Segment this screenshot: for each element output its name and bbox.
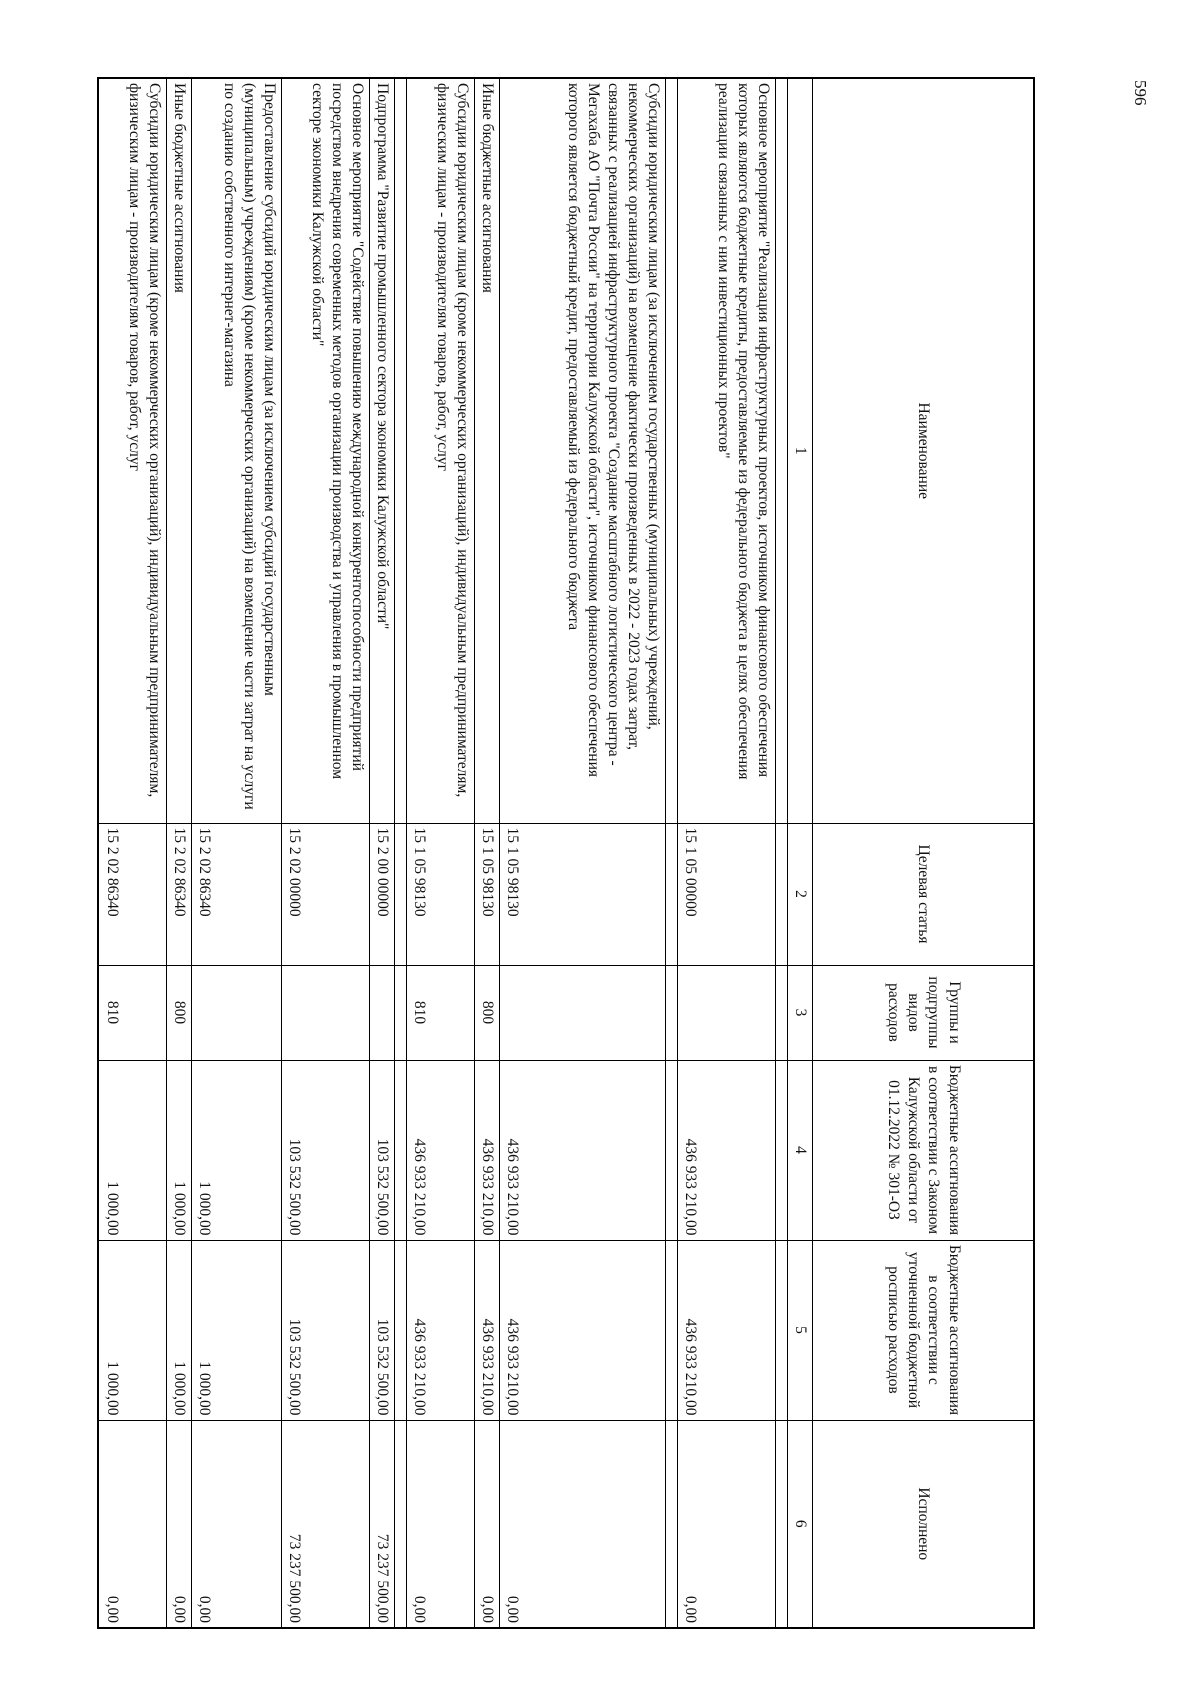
row-target-article: 15 1 05 98130 [407, 823, 475, 965]
row-executed-amount: 0,00 [500, 1420, 666, 1628]
column-number: 1 [788, 78, 813, 823]
header-target-article: Целевая статья [813, 823, 1034, 965]
table-header-row [813, 78, 1034, 1628]
row-executed-amount: 0,00 [678, 1420, 776, 1628]
row-law-amount: 1 000,00 [192, 1060, 282, 1240]
row-expense-group: 810 [98, 965, 166, 1060]
table-row [98, 78, 166, 1628]
row-name: Субсидии юридическим лицам (за исключением государственных (муниципальных) учреждений, некоммерческих организаций) на возмещение фактически произведенных в 2022 - 2023 годах затрат, связанных с реализацией инфраструктурного проекта "Создание масштабного логистического центра - Мегахаба АО "Почта России" на территории Калужской области", источником финансового обеспечения которого является бюджетный кредит, предоставляемый из федерального бюджета [500, 78, 666, 823]
spacer-row [776, 78, 788, 1628]
row-executed-amount: 73 237 500,00 [370, 1420, 395, 1628]
row-executed-amount: 73 237 500,00 [282, 1420, 370, 1628]
row-roster-amount: 1 000,00 [98, 1240, 166, 1420]
row-name: Иные бюджетные ассигнования [166, 78, 191, 823]
column-number-row [788, 78, 813, 1628]
header-name: Наименование [813, 78, 1034, 823]
row-law-amount: 436 933 210,00 [475, 1060, 500, 1240]
row-expense-group: 800 [475, 965, 500, 1060]
row-target-article: 15 1 05 00000 [678, 823, 776, 965]
row-target-article: 15 2 02 86340 [98, 823, 166, 965]
column-number: 4 [788, 1060, 813, 1240]
row-law-amount: 1 000,00 [166, 1060, 191, 1240]
table-row [192, 78, 282, 1628]
row-expense-group [500, 965, 666, 1060]
table-row [475, 78, 500, 1628]
row-roster-amount: 436 933 210,00 [678, 1240, 776, 1420]
table-row [500, 78, 666, 1628]
row-expense-group: 800 [166, 965, 191, 1060]
row-target-article: 15 1 05 98130 [500, 823, 666, 965]
row-name: Иные бюджетные ассигнования [475, 78, 500, 823]
row-name: Подпрограмма "Развитие промышленного сектора экономики Калужской области" [370, 78, 395, 823]
row-target-article: 15 2 02 86340 [192, 823, 282, 965]
spacer-row [395, 78, 407, 1628]
column-number: 3 [788, 965, 813, 1060]
row-name: Основное мероприятие "Реализация инфраструктурных проектов, источником финансового обеспечения которых являются бюджетные кредиты, предоставляемые из федерального бюджета в целях обеспечения реализации связанных с ним инвестиционных проектов" [678, 78, 776, 823]
table-row [678, 78, 776, 1628]
row-executed-amount: 0,00 [475, 1420, 500, 1628]
row-roster-amount: 1 000,00 [166, 1240, 191, 1420]
row-target-article: 15 2 02 00000 [282, 823, 370, 965]
row-expense-group [678, 965, 776, 1060]
row-name: Основное мероприятие "Содействие повышению международной конкурентоспособности предприятий посредством внедрения современных методов организации производства и управления в промышленном секторе экономики Калужской области" [282, 78, 370, 823]
row-executed-amount: 0,00 [98, 1420, 166, 1628]
page-number: 596 [1131, 80, 1150, 106]
row-roster-amount: 103 532 500,00 [282, 1240, 370, 1420]
row-name: Предоставление субсидий юридическим лицам (за исключением субсидий государственным (муниципальным) учреждениям) (кроме некоммерческих организаций) на возмещение части затрат на услуги по созданию собственного интернет-магазина [192, 78, 282, 823]
row-name: Субсидии юридическим лицам (кроме некоммерческих организаций), индивидуальным предпринимателям, физическим лицам - производителям товаров, работ, услуг [98, 78, 166, 823]
row-roster-amount: 103 532 500,00 [370, 1240, 395, 1420]
row-executed-amount: 0,00 [166, 1420, 191, 1628]
header-roster-allocations: Бюджетные ассигнования в соответствии с уточненной бюджетной росписью расходов [813, 1240, 1034, 1420]
row-law-amount: 436 933 210,00 [407, 1060, 475, 1240]
row-roster-amount: 1 000,00 [192, 1240, 282, 1420]
row-name: Субсидии юридическим лицам (кроме некоммерческих организаций), индивидуальным предпринимателям, физическим лицам - производителям товаров, работ, услуг [407, 78, 475, 823]
column-number: 2 [788, 823, 813, 965]
row-law-amount: 103 532 500,00 [282, 1060, 370, 1240]
row-law-amount: 1 000,00 [98, 1060, 166, 1240]
header-law-allocations: Бюджетные ассигнования в соответствии с Законом Калужской области от 01.12.2022 № 301-ОЗ [813, 1060, 1034, 1240]
row-law-amount: 103 532 500,00 [370, 1060, 395, 1240]
row-target-article: 15 2 00 00000 [370, 823, 395, 965]
row-expense-group [282, 965, 370, 1060]
row-law-amount: 436 933 210,00 [678, 1060, 776, 1240]
row-expense-group: 810 [407, 965, 475, 1060]
spacer-row [666, 78, 678, 1628]
table-row [407, 78, 475, 1628]
header-executed: Исполнено [813, 1420, 1034, 1628]
row-target-article: 15 1 05 98130 [475, 823, 500, 965]
row-roster-amount: 436 933 210,00 [475, 1240, 500, 1420]
row-roster-amount: 436 933 210,00 [500, 1240, 666, 1420]
table-row [370, 78, 395, 1628]
rotated-table-container [103, 77, 1035, 1627]
table-row [166, 78, 191, 1628]
row-executed-amount: 0,00 [407, 1420, 475, 1628]
column-number: 5 [788, 1240, 813, 1420]
table-row [282, 78, 370, 1628]
row-expense-group [192, 965, 282, 1060]
row-law-amount: 436 933 210,00 [500, 1060, 666, 1240]
row-roster-amount: 436 933 210,00 [407, 1240, 475, 1420]
budget-table [97, 77, 1035, 1629]
header-expense-groups: Группы и подгруппы видов расходов [813, 965, 1034, 1060]
column-number: 6 [788, 1420, 813, 1628]
row-target-article: 15 2 02 86340 [166, 823, 191, 965]
row-executed-amount: 0,00 [192, 1420, 282, 1628]
row-expense-group [370, 965, 395, 1060]
